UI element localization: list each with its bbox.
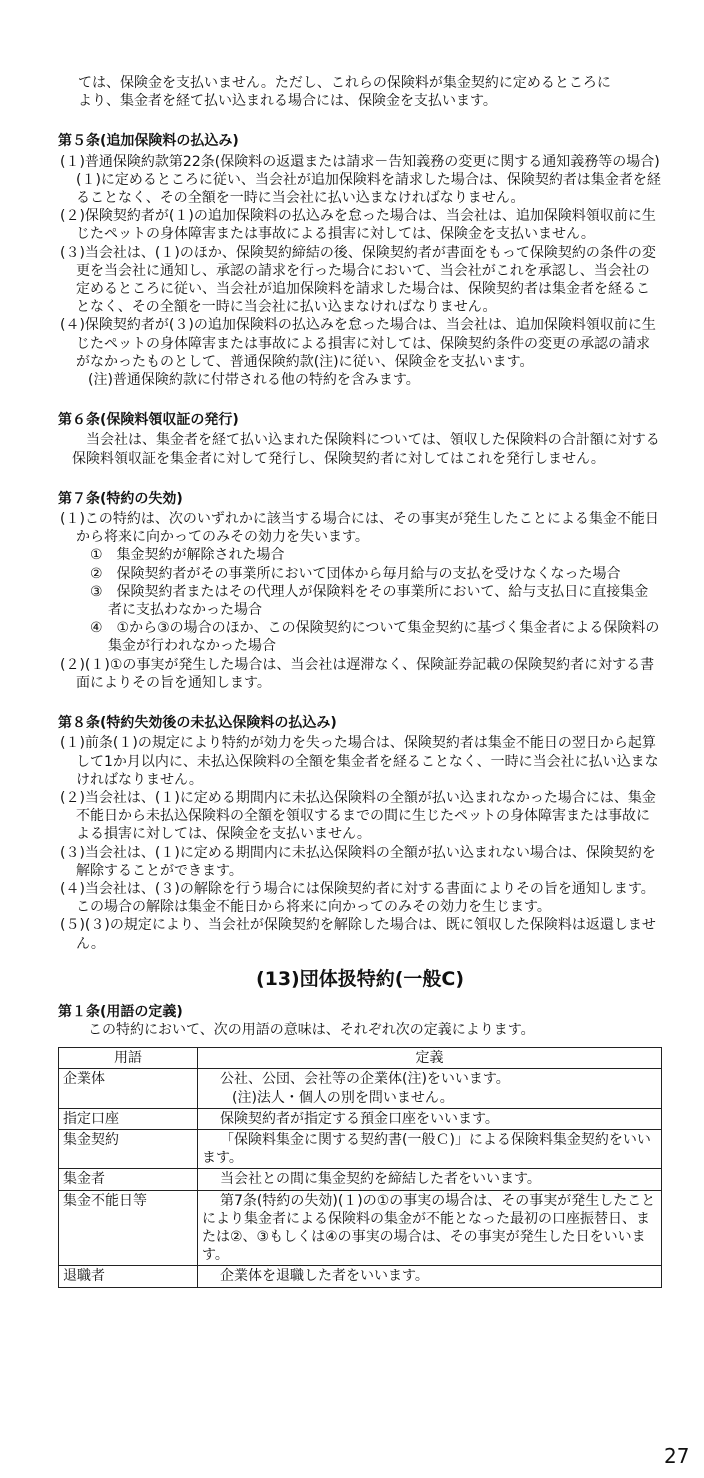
term-cell: 企業体 [59, 1069, 198, 1108]
article-5-item-4: (４)保険契約者が(３)の追加保険料の払込みを怠った場合は、当会社は、追加保険料領収前に生じたペットの身体障害または事故による損害に対しては、保険契約条件の変更の承認の請求がなかったものとして、普通保険約款(注)に従い、保険金を支払います。 [60, 317, 656, 370]
article-8-item-1: (１)前条(１)の規定により特約が効力を失った場合は、保険契約者は集金不能日の翌日から起算して1か月以内に、未払込保険料の全額を集金者を経ることなく、一時に当会社に払い込まなければなりません。 [60, 735, 659, 788]
article-7-sub-4: ④ ①から③の場合のほか、この保険契約について集金契約に基づく集金者による保険料の集金が行われなかった場合 [90, 620, 660, 655]
article-7-sub-1: ① 集金契約が解除された場合 [90, 547, 285, 564]
term-cell: 退職者 [59, 1266, 198, 1287]
definition-text: 「保険料集金に関する契約書(一般Ｃ)」による保険料集金契約をいいます。 [202, 1131, 651, 1167]
article-5-note: (注)普通保険約款に付帯される他の特約を含みます。 [88, 372, 420, 389]
article-5-item-2: (２)保険契約者が(１)の追加保険料の払込みを怠った場合は、当会社は、追加保険料領収前に生じたペットの身体障害または事故による損害に対しては、保険金を支払いません。 [60, 208, 656, 243]
definitions-table [58, 1047, 662, 1287]
article-8-item-2: (２)当会社は、(１)に定める期間内に未払込保険料の全額が払い込まれなかった場合には、集金不能日から未払込保険料の全額を領収するまでの間に生じたペットの身体障害または事故による損害に対しては、保険金を支払いません。 [60, 789, 656, 843]
table-header-definition: 定義 [198, 1048, 662, 1069]
definition-text: 第7条(特約の失効)(１)の①の事実の場合は、その事実が発生したことにより集金者による保険料の集金が不能となった最初の口座振替日、または②、③もしくは④の事実の場合は、その事実が発生した日をいいます。 [202, 1192, 656, 1264]
definition-cell [198, 1169, 662, 1190]
definition-text: 公社、公団、会社等の企業体(注)をいいます。 [220, 1071, 510, 1088]
definition-cell [198, 1190, 662, 1266]
article-8-item-4: (４)当会社は、(３)の解除を行う場合には保険契約者に対する書面によりその旨を通知します。この場合の解除は集金不能日から将来に向かってのみその効力を生じます。 [60, 880, 655, 916]
table-row [59, 1266, 662, 1287]
definition-cell [198, 1266, 662, 1287]
article-8-item-5: (５)(３)の規定により、当会社が保険契約を解除した場合は、既に領収した保険料は返還しません。 [60, 917, 656, 952]
article-1-intro: この特約において、次の用語の意味は、それぞれ次の定義によります。 [88, 1021, 535, 1038]
article-1-heading: 第１条(用語の定義) [58, 1003, 183, 1020]
article-8-heading: 第８条(特約失効後の未払込保険料の払込み) [58, 715, 337, 732]
definition-note: (注)法人・個人の別を問いません。 [232, 1089, 454, 1106]
definition-text: 当会社との間に集金契約を締結した者をいいます。 [220, 1171, 541, 1188]
definition-text: 企業体を退職した者をいいます。 [220, 1268, 429, 1285]
article-7-heading: 第７条(特約の失効) [58, 490, 183, 507]
table-row [59, 1069, 662, 1108]
definition-cell [198, 1108, 662, 1129]
table-row [59, 1108, 662, 1129]
term-cell: 集金者 [59, 1169, 198, 1190]
page-number: 27 [664, 1444, 690, 1468]
intro-line-1: ては、保険金を支払いません。ただし、これらの保険料が集金契約に定めるところに [78, 75, 611, 91]
definition-text: 保険契約者が指定する預金口座をいいます。 [220, 1110, 499, 1127]
term-cell: 指定口座 [59, 1108, 198, 1129]
article-5-item-3: (３)当会社は、(１)のほか、保険契約締結の後、保険契約者が書面をもって保険契約の条件の変更を当会社に通知し、承認の請求を行った場合において、当会社がこれを承認し、当会社の定めるところに従い、当会社が追加保険料を請求した場合は、保険契約者は集金者を経ることなく、その全額を一時に当会社に払い込まなければなりません。 [60, 244, 656, 316]
article-8-item-3: (３)当会社は、(１)に定める期間内に未払込保険料の全額が払い込まれない場合は、保険契約を解除することができます。 [60, 844, 656, 879]
article-6-body: 当会社は、集金者を経て払い込まれた保険料については、領収した保険料の合計額に対する保険料領収証を集金者に対して発行し、保険契約者に対してはこれを発行しません。 [72, 432, 660, 467]
section-title: (13)団体扱特約(一般C) [255, 967, 465, 990]
article-5-item-1: (１)普通保険約款第22条(保険料の返還または請求－告知義務の変更に関する通知義務等の場合)(１)に定めるところに従い、当会社が追加保険料を請求した場合は、保険契約者は集金者を経ることなく、その全額を一時に当会社に払い込まなければなりません。 [60, 153, 661, 207]
article-5-heading: 第５条(追加保険料の払込み) [58, 133, 239, 150]
table-header-term: 用語 [59, 1048, 198, 1069]
article-7-sub-2: ② 保険契約者がその事業所において団体から毎月給与の支払を受けなくなった場合 [90, 565, 621, 582]
intro-line-2: より、集金者を経て払い込まれる場合には、保険金を支払います。 [78, 93, 497, 110]
table-row [59, 1129, 662, 1168]
term-cell: 集金契約 [59, 1129, 198, 1168]
article-7-item-2: (２)(１)①の事実が発生した場合は、当会社は遅滞なく、保険証券記載の保険契約者に対する書面によりその旨を通知します。 [60, 656, 655, 691]
article-7-sub-3: ③ 保険契約者またはその代理人が保険料をその事業所において、給与支払日に直接集金者に支払わなかった場合 [90, 583, 649, 619]
term-cell: 集金不能日等 [59, 1190, 198, 1266]
table-row [59, 1169, 662, 1190]
article-7-item-1: (１)この特約は、次のいずれかに該当する場合には、その事実が発生したことによる集金不能日から将来に向かってのみその効力を失います。 [60, 511, 659, 546]
document-page [58, 74, 662, 1288]
definition-cell [198, 1129, 662, 1168]
table-row [59, 1190, 662, 1266]
table-header-row [59, 1048, 662, 1069]
article-6-heading: 第６条(保険料領収証の発行) [58, 412, 239, 429]
definition-cell [198, 1069, 662, 1108]
